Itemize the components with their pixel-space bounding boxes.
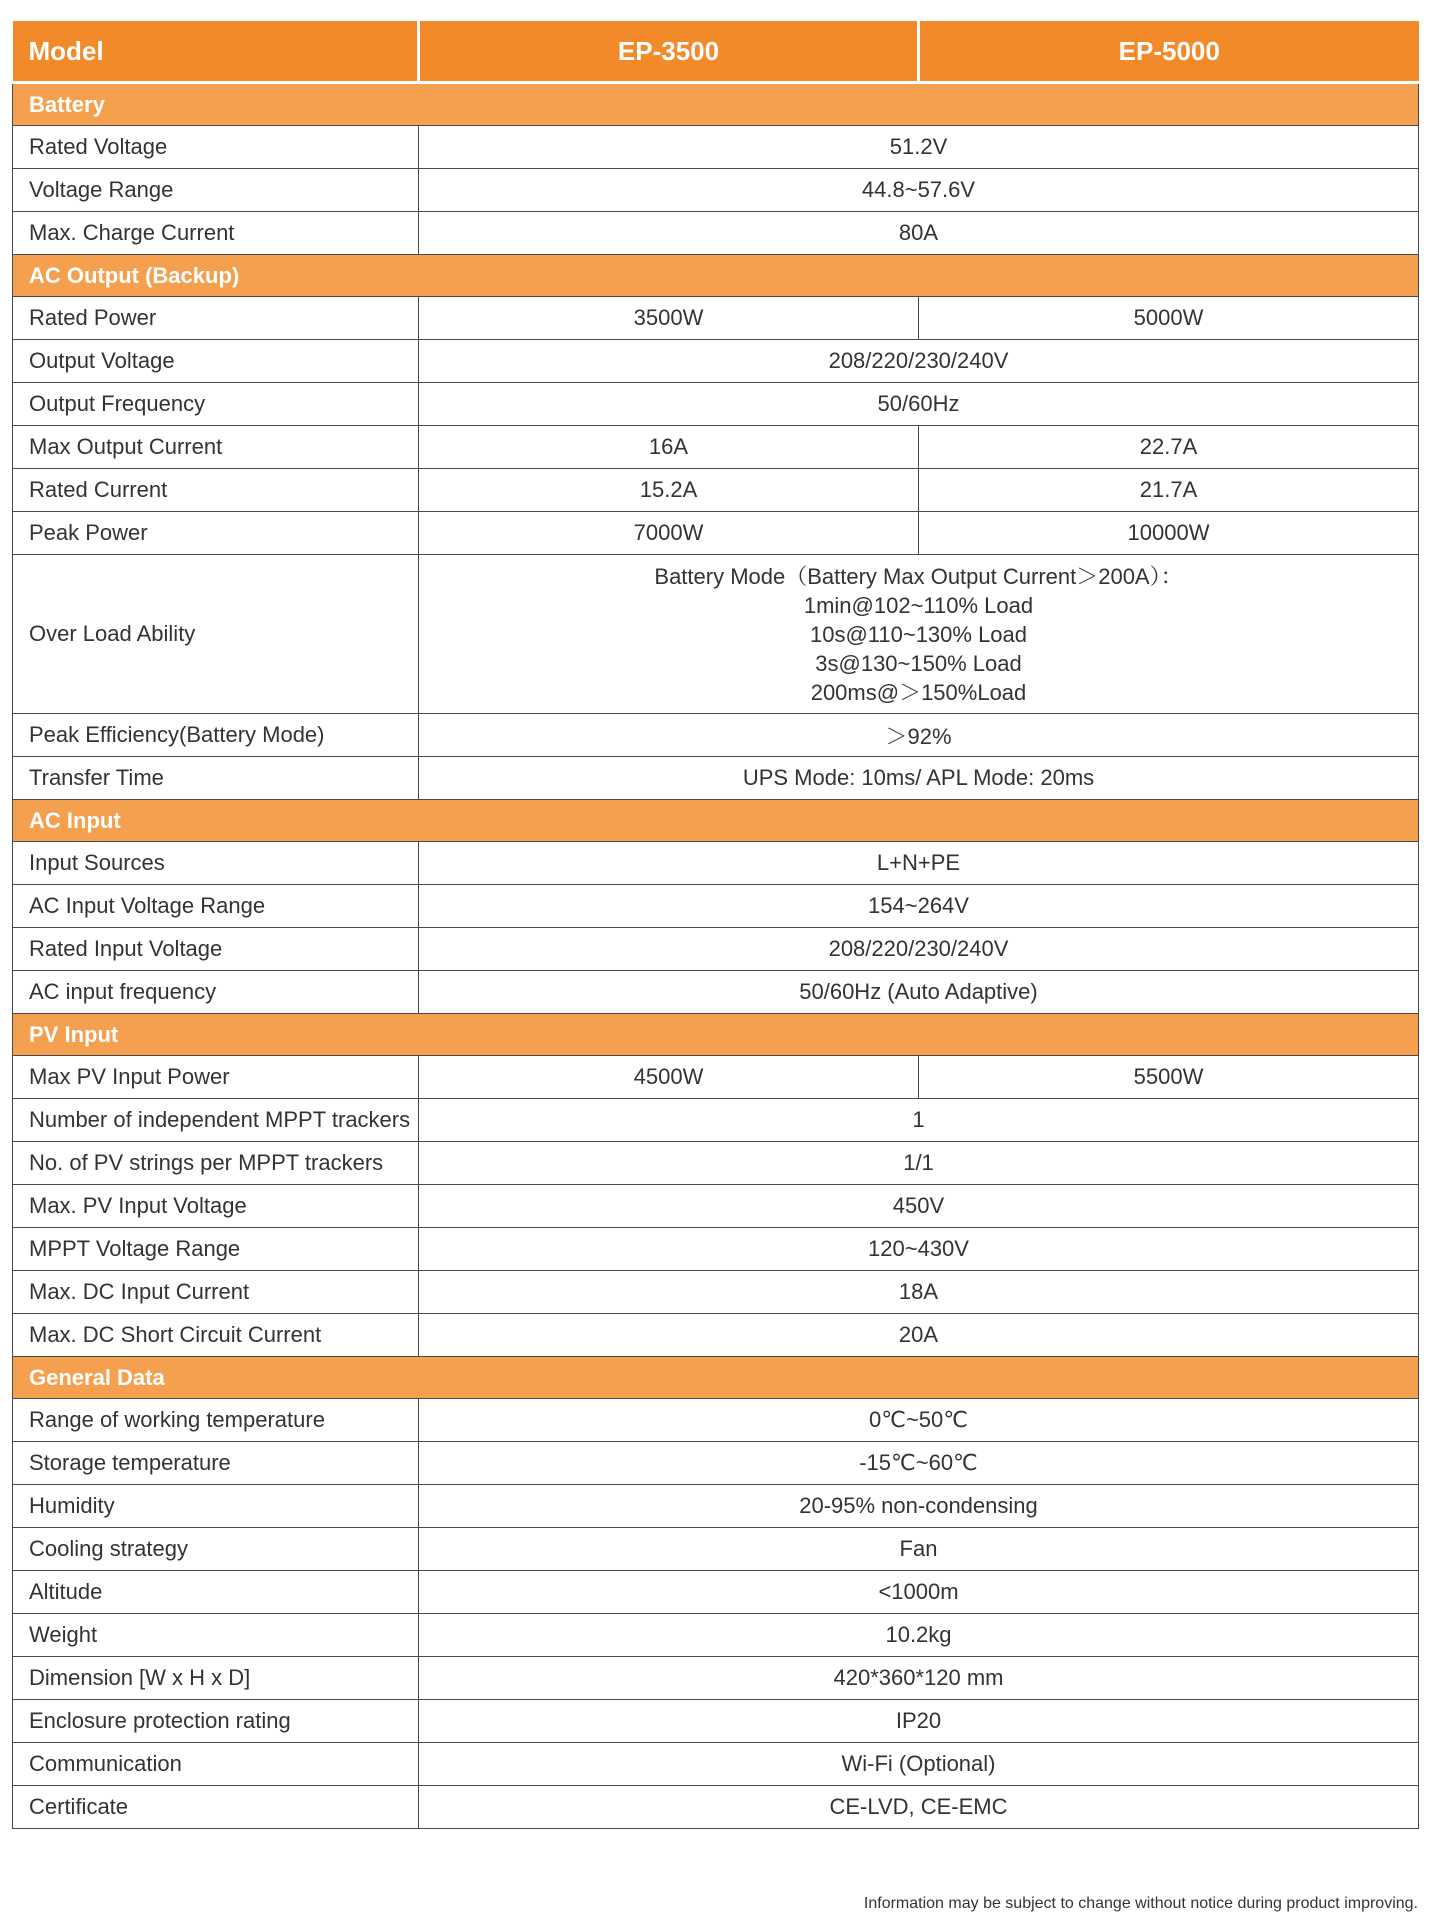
row-label: Altitude: [13, 1571, 419, 1614]
table-row: [13, 469, 1419, 512]
row-label: Max. DC Input Current: [13, 1271, 419, 1314]
table-row: [13, 169, 1419, 212]
row-label: Rated Current: [13, 469, 419, 512]
table-row: [13, 126, 1419, 169]
table-row: [13, 1700, 1419, 1743]
row-value: -15℃~60℃: [419, 1442, 1419, 1485]
table-row: [13, 1314, 1419, 1357]
table-row: [13, 1743, 1419, 1786]
row-value-line: 10s@110~130% Load: [809, 621, 1028, 647]
row-value-ep3500: 3500W: [419, 297, 919, 340]
section-header-ac-output-backup: [13, 255, 1419, 297]
table-row: [13, 1271, 1419, 1314]
row-value-line: 3s@130~150% Load: [815, 650, 1022, 676]
row-label: AC Input Voltage Range: [13, 885, 419, 928]
section-title: Battery: [13, 83, 1419, 126]
row-value: 208/220/230/240V: [419, 340, 1419, 383]
section-header-pv-input: [13, 1014, 1419, 1056]
row-value: UPS Mode: 10ms/ APL Mode: 20ms: [419, 757, 1419, 800]
row-value: 120~430V: [419, 1228, 1419, 1271]
table-row: [13, 1657, 1419, 1700]
header-model-ep3500: EP-3500: [419, 21, 919, 83]
row-label: Max. Charge Current: [13, 212, 419, 255]
row-label: Communication: [13, 1743, 419, 1786]
row-value: 208/220/230/240V: [419, 928, 1419, 971]
table-row: [13, 971, 1419, 1014]
row-label: Certificate: [13, 1786, 419, 1829]
row-value: CE-LVD, CE-EMC: [419, 1786, 1419, 1829]
row-value-ep3500: 7000W: [419, 512, 919, 555]
row-label: Peak Power: [13, 512, 419, 555]
table-row: [13, 1099, 1419, 1142]
row-value: 154~264V: [419, 885, 1419, 928]
table-row: [13, 297, 1419, 340]
section-header-ac-input: [13, 800, 1419, 842]
row-value-ep5000: 22.7A: [919, 426, 1419, 469]
row-label: Range of working temperature: [13, 1399, 419, 1442]
table-row: [13, 1185, 1419, 1228]
row-value-line: Battery Mode（Battery Max Output Current＞200A）：: [654, 563, 1183, 589]
row-value: 1/1: [419, 1142, 1419, 1185]
row-label: Rated Input Voltage: [13, 928, 419, 971]
table-row: [13, 426, 1419, 469]
row-label: Humidity: [13, 1485, 419, 1528]
row-value: ＞92%: [419, 714, 1419, 757]
row-value: 20A: [419, 1314, 1419, 1357]
table-row: [13, 928, 1419, 971]
row-label: Dimension [W x H x D]: [13, 1657, 419, 1700]
row-value: 44.8~57.6V: [419, 169, 1419, 212]
row-label: Number of independent MPPT trackers: [13, 1099, 419, 1142]
section-header-battery: [13, 83, 1419, 126]
table-row: [13, 1056, 1419, 1099]
row-value: 80A: [419, 212, 1419, 255]
table-row: [13, 757, 1419, 800]
row-value: 50/60Hz: [419, 383, 1419, 426]
row-value: 1: [419, 1099, 1419, 1142]
table-row: [13, 1228, 1419, 1271]
row-value: 420*360*120 mm: [419, 1657, 1419, 1700]
row-value-ep5000: 5500W: [919, 1056, 1419, 1099]
table-row: [13, 383, 1419, 426]
row-value: 450V: [419, 1185, 1419, 1228]
spec-sheet: [12, 21, 1418, 1829]
row-value: [419, 555, 1419, 714]
row-value: 18A: [419, 1271, 1419, 1314]
table-row: [13, 1528, 1419, 1571]
table-row: [13, 1485, 1419, 1528]
row-label: Peak Efficiency(Battery Mode): [13, 714, 419, 757]
row-label: Voltage Range: [13, 169, 419, 212]
table-row: [13, 1442, 1419, 1485]
row-label: Max. PV Input Voltage: [13, 1185, 419, 1228]
table-row: [13, 1142, 1419, 1185]
spec-table: [12, 21, 1419, 1829]
row-label: Input Sources: [13, 842, 419, 885]
row-value-ep5000: 5000W: [919, 297, 1419, 340]
row-value: 0℃~50℃: [419, 1399, 1419, 1442]
row-label: No. of PV strings per MPPT trackers: [13, 1142, 419, 1185]
header-model-label: Model: [13, 21, 419, 83]
table-header-row: [13, 21, 1419, 83]
row-label: Rated Voltage: [13, 126, 419, 169]
row-value-ep5000: 21.7A: [919, 469, 1419, 512]
table-row: [13, 512, 1419, 555]
row-label: Weight: [13, 1614, 419, 1657]
header-model-ep5000: EP-5000: [919, 21, 1419, 83]
row-label: AC input frequency: [13, 971, 419, 1014]
table-row: [13, 842, 1419, 885]
row-value-ep5000: 10000W: [919, 512, 1419, 555]
section-title: General Data: [13, 1357, 1419, 1399]
row-label: Max. DC Short Circuit Current: [13, 1314, 419, 1357]
row-label: Max Output Current: [13, 426, 419, 469]
row-value: 20-95% non-condensing: [419, 1485, 1419, 1528]
row-label: MPPT Voltage Range: [13, 1228, 419, 1271]
row-value-line: 1min@102~110% Load: [803, 592, 1034, 618]
table-row: [13, 1399, 1419, 1442]
footnote: Information may be subject to change without notice during product improving.: [863, 1895, 1418, 1912]
table-row: [13, 714, 1419, 757]
table-row: [13, 1614, 1419, 1657]
table-row: [13, 885, 1419, 928]
row-value: Wi-Fi (Optional): [419, 1743, 1419, 1786]
table-row: [13, 1571, 1419, 1614]
row-value: 51.2V: [419, 126, 1419, 169]
row-label: Output Voltage: [13, 340, 419, 383]
row-label: Rated Power: [13, 297, 419, 340]
row-value: <1000m: [419, 1571, 1419, 1614]
row-value: IP20: [419, 1700, 1419, 1743]
row-value: Fan: [419, 1528, 1419, 1571]
section-title: PV Input: [13, 1014, 1419, 1056]
row-value: 50/60Hz (Auto Adaptive): [419, 971, 1419, 1014]
row-label: Transfer Time: [13, 757, 419, 800]
row-label: Cooling strategy: [13, 1528, 419, 1571]
row-label: Storage temperature: [13, 1442, 419, 1485]
row-value-ep3500: 16A: [419, 426, 919, 469]
row-label: Max PV Input Power: [13, 1056, 419, 1099]
table-row: [13, 1786, 1419, 1829]
row-value-ep3500: 15.2A: [419, 469, 919, 512]
row-value-ep3500: 4500W: [419, 1056, 919, 1099]
section-title: AC Input: [13, 800, 1419, 842]
table-row: [13, 340, 1419, 383]
row-value: 10.2kg: [419, 1614, 1419, 1657]
table-row: [13, 212, 1419, 255]
row-value-line: 200ms@＞150%Load: [810, 679, 1027, 705]
spec-table-body: [13, 21, 1419, 1829]
row-label: Output Frequency: [13, 383, 419, 426]
row-label: Enclosure protection rating: [13, 1700, 419, 1743]
table-row: [13, 555, 1419, 714]
section-header-general-data: [13, 1357, 1419, 1399]
row-value: L+N+PE: [419, 842, 1419, 885]
section-title: AC Output (Backup): [13, 255, 1419, 297]
row-label: Over Load Ability: [13, 555, 419, 714]
